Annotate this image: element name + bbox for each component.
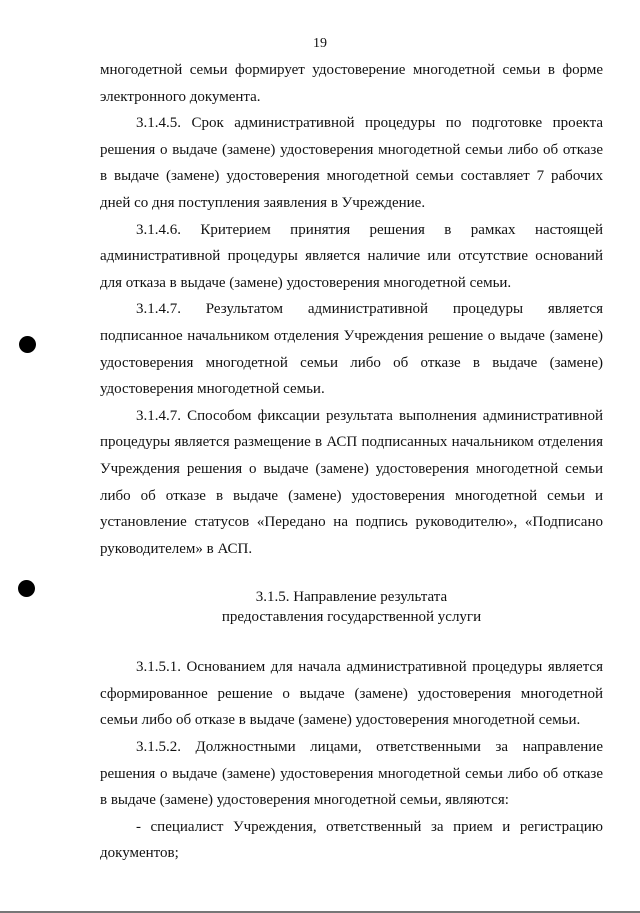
section-heading-3-1-5: [100, 587, 603, 627]
section-heading-line-2: предоставления государственной услуги: [221, 609, 482, 626]
list-item-specialist: - специалист Учреждения, ответственный за прием и регистрацию документов;: [100, 818, 603, 862]
paragraph-3-1-4-5: 3.1.4.5. Срок административной процедуры по подготовке проекта решения о выдаче (замене) удостоверения многодетной семьи либо об отказе в выдаче (замене) удостоверения многодетной семьи составляет 7 рабочих дней со дня поступления заявления в Учреждение.: [100, 115, 603, 211]
punch-hole-mark: [18, 580, 35, 597]
paragraph-3-1-4-7-fixation: 3.1.4.7. Способом фиксации результата выполнения административной процедуры является размещение в АСП подписанных начальником отделения Учреждения решения о выдаче (замене) удостоверения многодетной семьи либо об отказе в выдаче (замене) удостоверения многодетной семьи и установление статусов «Передано на подпись руководителю», «Подписано руководителем» в АСП.: [100, 407, 603, 557]
paragraph-3-1-4-7-result: 3.1.4.7. Результатом административной процедуры является подписанное начальником отделения Учреждения решение о выдаче (замене) удостоверения многодетной семьи либо об отказе в выдаче (замене) удостоверения многодетной семьи.: [100, 301, 603, 398]
paragraph-continuation: многодетной семьи формирует удостоверение многодетной семьи в форме электронного документа.: [100, 62, 603, 105]
paragraph-3-1-5-1: 3.1.5.1. Основанием для начала административной процедуры является сформированное решение о выдаче (замене) удостоверения многодетной семьи либо об отказе в выдаче (замене) удостоверения многодетной семьи.: [100, 659, 603, 729]
punch-hole-mark: [19, 336, 36, 353]
paragraph-3-1-5-2: 3.1.5.2. Должностными лицами, ответственными за направление решения о выдаче (замене) удостоверения многодетной семьи либо об отказе в выдаче (замене) удостоверения многодетной семьи, являются:: [100, 739, 603, 809]
section-heading-line-1: 3.1.5. Направление результата: [255, 589, 448, 606]
page-number: 19: [313, 36, 327, 51]
document-body: [100, 57, 603, 867]
paragraph-3-1-4-6: 3.1.4.6. Критерием принятия решения в рамках настоящей административной процедуры является наличие или отсутствие оснований для отказа в выдаче (замене) удостоверения многодетной семьи.: [100, 221, 603, 291]
